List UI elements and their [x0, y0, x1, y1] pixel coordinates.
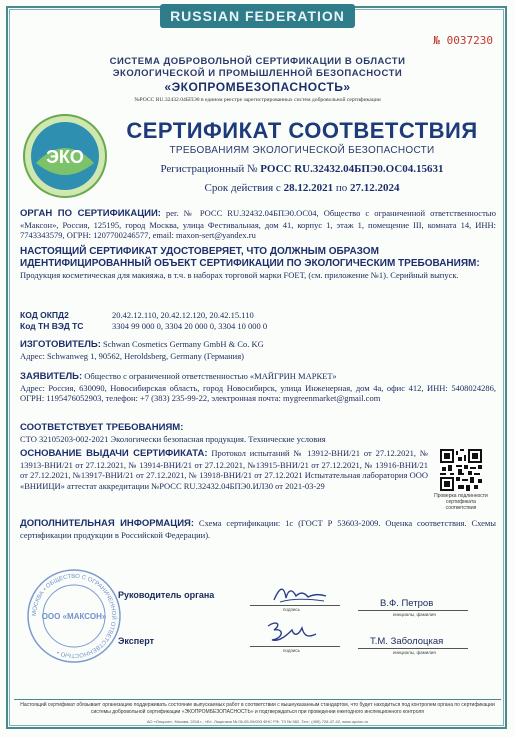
stamp-ring-text: МОСКВА • ОБЩЕСТВО С ОГРАНИЧЕННОЙ ОТВЕТСТВЕННОСТЬЮ •: [31, 573, 117, 659]
head-name-line: [358, 610, 468, 611]
okpd-value: 20.42.12.110, 20.42.12.120, 20.42.15.110: [112, 310, 254, 320]
okpd-label: КОД ОКПД2: [20, 310, 69, 320]
system-registry: №РОСС RU.32432.04БПЭ0 в едином реестре зарегистрированных систем добровольной сертификации: [134, 97, 381, 103]
expert-name-line: [358, 648, 468, 649]
additional-section: [20, 518, 496, 540]
organ-text: рег. № РОСС RU.32432.04БПЭ0.ОС04, Общество с ограниченной ответственностью «Максон», Россия, 125195, город Москва, улица Фестивальная, дом 41, корпус 1, этаж 1, помещение III, комната 14, ИНН: 7743343579, ОГРН: 1207700246577, email: maxon-sert@yandex.ru: [20, 208, 497, 240]
validity-mid: по: [333, 182, 350, 194]
codes-section: [20, 310, 496, 331]
system-name: «ЭКОПРОМБЕЗОПАСНОСТЬ»: [164, 80, 351, 94]
expert-name-caption: инициалы, фамилия: [393, 650, 436, 655]
codes-table: [20, 310, 267, 331]
validity-period: [112, 182, 492, 194]
validity-from: 28.12.2021: [283, 182, 334, 194]
basis-heading: ОСНОВАНИЕ ВЫДАЧИ СЕРТИФИКАТА:: [20, 448, 208, 459]
registration-label: Регистрационный №: [160, 163, 261, 175]
object-text: Продукция косметическая для макияжа, в т.ч. в наборах торговой марки FOET, (см. приложение №1). Серийный выпуск.: [20, 270, 459, 280]
country-banner: RUSSIAN FEDERATION: [160, 4, 355, 28]
requirements-text: СТО 32105203-002-2021 Экологически безопасная продукция. Технические условия: [20, 433, 326, 444]
manufacturer-section: [20, 339, 496, 361]
additional-text: Схема сертификации: 1с (ГОСТ Р 53603-2009. Оценка соответствия. Схемы сертификации продукции в Российской Федерации).: [20, 518, 497, 540]
system-line-1: СИСТЕМА ДОБРОВОЛЬНОЙ СЕРТИФИКАЦИИ В ОБЛАСТИ: [109, 56, 406, 67]
head-label: Руководитель органа: [118, 590, 215, 600]
tnved-value: 3304 99 000 0, 3304 20 000 0, 3304 10 000 0: [112, 320, 268, 331]
head-signature: [270, 582, 330, 606]
serial-number: № 0037230: [433, 34, 493, 47]
applicant-address: Адрес: Россия, 630090, Новосибирская область, город Новосибирск, улица Инженерная, дом 4а, офис 412, ИНН: 5408024286, ОГРН: 1195476052903, телефон: +7 (383) 235-99-22, электронная почта: mygreenmarket@gmail.com: [20, 382, 496, 403]
expert-signature: [262, 618, 322, 648]
system-description: [20, 56, 495, 80]
applicant-heading: ЗАЯВИТЕЛЬ:: [20, 371, 83, 382]
registration-number: [112, 163, 492, 175]
certificate-subtitle: ТРЕБОВАНИЯМ ЭКОЛОГИЧЕСКОЙ БЕЗОПАСНОСТИ: [169, 145, 435, 156]
expert-sign-caption: подпись: [283, 648, 301, 653]
requirements-section: [20, 423, 496, 444]
object-section: [20, 246, 496, 281]
applicant-section: [20, 371, 496, 404]
registration-value: РОСС RU.32432.04БПЭ0.ОС04.15631: [260, 163, 444, 175]
tnved-label: Код ТН ВЭД ТС: [20, 320, 84, 331]
head-sign-line: [250, 605, 340, 606]
qr-caption: Проверка подлинности сертификата соответствия: [434, 493, 488, 511]
eco-logo: [22, 113, 108, 199]
logo-text: ЭКО: [46, 147, 84, 167]
qr-code[interactable]: [440, 449, 482, 491]
manufacturer-name: Schwan Cosmetics Germany GmbH & Co. KG: [100, 339, 264, 349]
tnved-row: [20, 321, 267, 332]
head-sign-caption: подпись: [283, 607, 301, 612]
organ-heading: ОРГАН ПО СЕРТИФИКАЦИИ:: [20, 208, 161, 219]
validity-label: Срок действия с: [204, 182, 284, 194]
additional-heading: ДОПОЛНИТЕЛЬНАЯ ИНФОРМАЦИЯ:: [20, 518, 195, 529]
object-heading: НАСТОЯЩИЙ СЕРТИФИКАТ УДОСТОВЕРЯЕТ, ЧТО ДОЛЖНЫМ ОБРАЗОМ ИДЕНТИФИЦИРОВАННЫЙ ОБЪЕКТ СЕРТИФИКАЦИИ ПО ЭКОЛОГИЧЕСКИМ ТРЕБОВАНИЯМ:: [20, 246, 480, 269]
basis-text: Протокол испытаний № 13912-ВНИ/21 от 27.12.2021, № 13913-ВНИ/21 от 27.12.2021, № 13914-ВНИ/21 от 27.12.2021, №13915-ВНИ/21 от 27.12.2021, № 13916-ВНИ/21 от 27.12.2021, №13917-ВНИ/21 от 27.12.2021, № 13918-ВНИ/21 от 27.12.2021 Испытательная лаборатория ООО «ВНИИЦИ» аттестат аккредитации №РОСС RU.32432.04БПЭ0.ИЛ30 от 2021-03-29: [20, 448, 428, 491]
organization-stamp: [24, 566, 124, 666]
certificate-title: СЕРТИФИКАТ СООТВЕТСТВИЯ: [126, 118, 478, 143]
printer-info: АО «Опцион», Москва, 2018 г., «Б». Лицензия № 05-05-09/003 ФНС РФ. ТЗ № 382. Тел.: (495) 726-47-42, www.opcion.ru: [146, 719, 369, 724]
system-line-2: ЭКОЛОГИЧЕСКОЙ И ПРОМЫШЛЕННОЙ БЕЗОПАСНОСТИ: [112, 68, 403, 79]
manufacturer-heading: ИЗГОТОВИТЕЛЬ:: [20, 339, 101, 350]
head-name: В.Ф. Петров: [380, 598, 434, 609]
applicant-name: Общество с ограниченной ответственностью «МАЙГРИН МАРКЕТ»: [82, 371, 337, 381]
okpd-row: [20, 310, 267, 321]
expert-label: Эксперт: [118, 636, 155, 646]
manufacturer-address: Адрес: Schwanweg 1, 90562, Heroldsberg, Germany (Германия): [20, 350, 244, 361]
requirements-heading: СООТВЕТСТВУЕТ ТРЕБОВАНИЯМ:: [20, 422, 184, 433]
basis-section: [20, 448, 428, 491]
footer-note: Настоящий сертификат обязывает организацию поддерживать состояние выпускаемых работ в соответствии с вышеуказанным стандартом, что будет находиться под контролем органа по сертификации системы добровольной сертификации «ЭКОПРОМБЕЗОПАСНОСТЬ» и подтверждаться при проведении ежегодного инспекционного контроля: [14, 699, 501, 715]
head-name-caption: инициалы, фамилия: [393, 612, 436, 617]
expert-sign-line: [250, 646, 340, 647]
expert-name: Т.М. Заболоцкая: [370, 636, 444, 647]
organ-section: [20, 208, 496, 241]
stamp-center-text: ООО «МАКСОН»: [41, 612, 107, 621]
validity-to: 27.12.2024: [349, 182, 400, 194]
